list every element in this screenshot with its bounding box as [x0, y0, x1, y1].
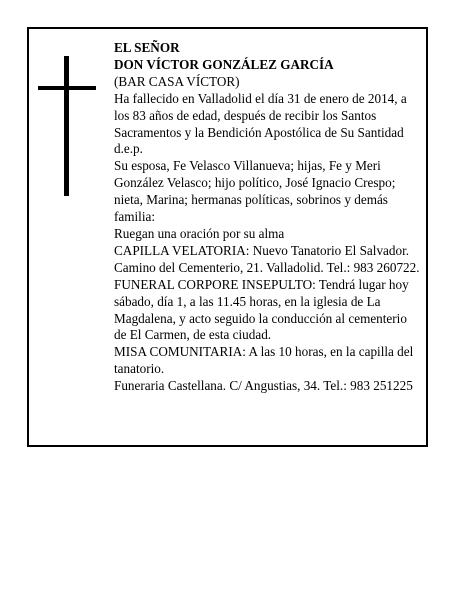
mass-info: MISA COMUNITARIA: A las 10 horas, en la capilla del tanatorio.	[114, 344, 414, 377]
deceased-business: (BAR CASA VÍCTOR)	[114, 73, 240, 89]
deceased-name: DON VÍCTOR GONZÁLEZ GARCÍA	[114, 56, 334, 72]
funeral-info: FUNERAL CORPORE INSEPULTO: Tendrá lugar hoy sábado, día 1, a las 11.45 horas, en la iglesia de La Magdalena, y acto seguido la conducción al cementerio de El Carmen, de esta ciudad.	[114, 276, 409, 343]
funeral-home-info: Funeraria Castellana. C/ Angustias, 34. Tel.: 983 251225	[114, 378, 413, 394]
obituary-text	[114, 40, 420, 395]
family-list: Su esposa, Fe Velasco Villanueva; hijas, Fe y Meri González Velasco; hijo político, José Ignacio Crespo; nieta, Marina; hermanas políticas, sobrinos y demás familia:	[114, 158, 396, 225]
heading-title: EL SEÑOR	[114, 40, 180, 55]
cross-icon-crossbar	[38, 86, 96, 90]
chapel-info: CAPILLA VELATORIA: Nuevo Tanatorio El Salvador. Camino del Cementerio, 21. Valladolid. Tel.: 983 260722.	[114, 242, 420, 275]
prayer-request: Ruegan una oración por su alma	[114, 225, 285, 241]
death-announcement: Ha fallecido en Valladolid el día 31 de enero de 2014, a los 83 años de edad, después de recibir los Santos Sacramentos y la Bendición Apostólica de Su Santidad d.e.p.	[114, 90, 407, 157]
cross-icon	[64, 56, 69, 196]
